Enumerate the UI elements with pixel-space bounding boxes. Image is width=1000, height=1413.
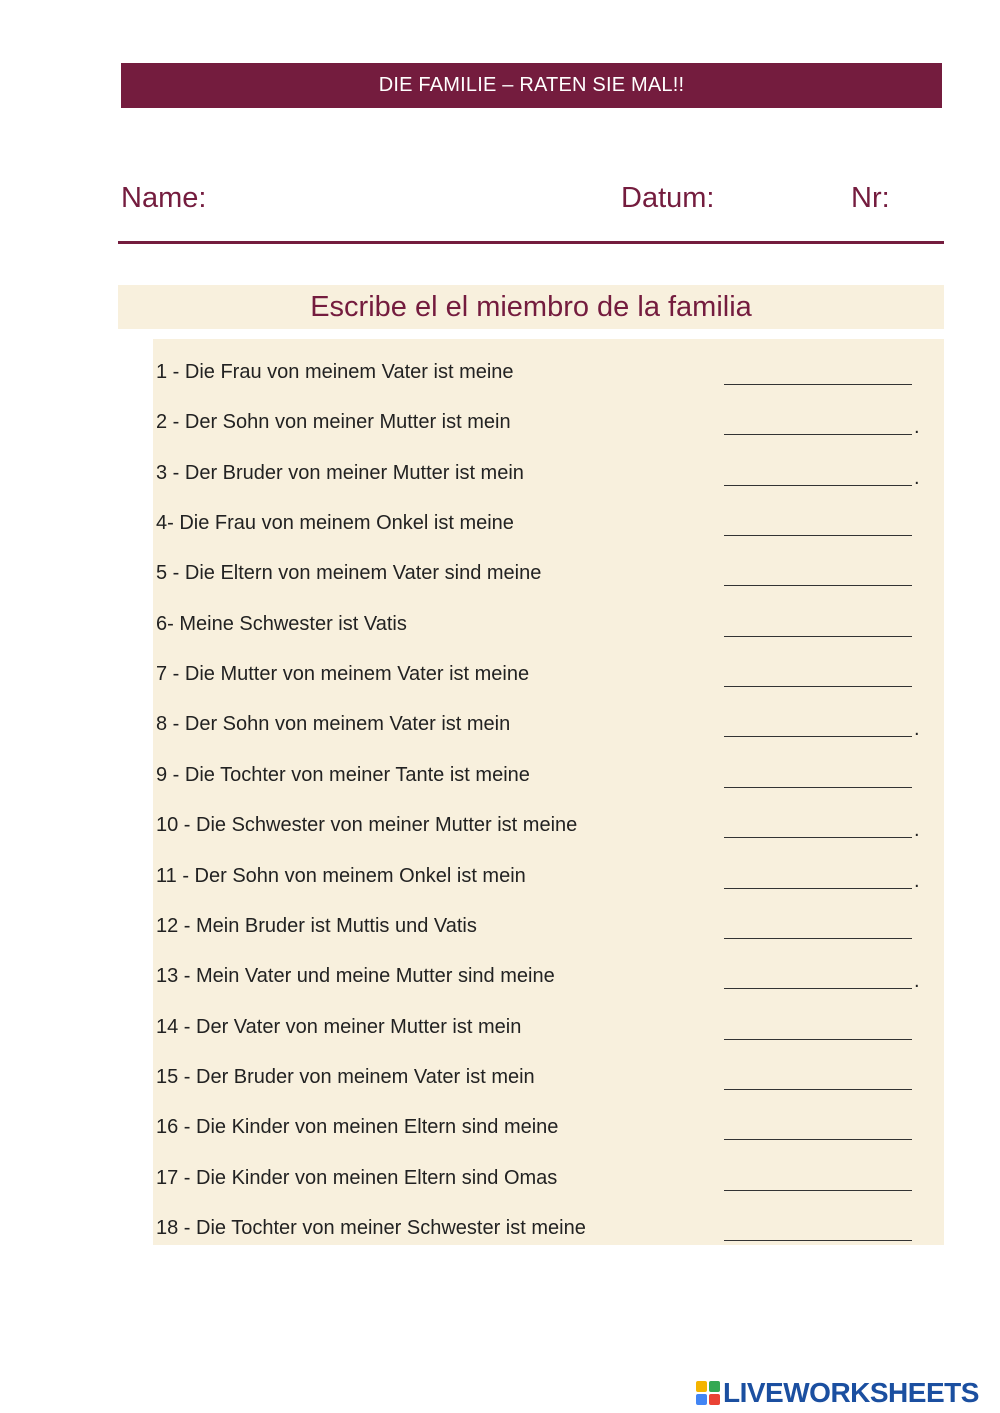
question-text: 11 - Der Sohn von meinem Onkel ist mein xyxy=(156,864,526,887)
question-row xyxy=(153,605,944,645)
answer-underline xyxy=(724,1190,912,1191)
question-row xyxy=(153,705,944,745)
instruction-text: Escribe el el miembro de la familia xyxy=(310,290,752,323)
question-row xyxy=(153,756,944,796)
question-text: 2 - Der Sohn von meiner Mutter ist mein xyxy=(156,411,511,434)
question-text: 8 - Der Sohn von meinem Vater ist mein xyxy=(156,713,511,736)
answer-underline xyxy=(724,1139,912,1140)
answer-period: . xyxy=(914,970,920,993)
answer-underline xyxy=(724,384,912,385)
answer-period: . xyxy=(914,819,920,842)
question-row xyxy=(153,403,944,443)
question-list xyxy=(153,339,944,1245)
answer-blank[interactable] xyxy=(724,613,919,641)
answer-underline xyxy=(724,686,912,687)
answer-blank[interactable] xyxy=(724,1116,919,1144)
answer-blank[interactable] xyxy=(724,1167,919,1195)
logo-text: LIVEWORKSHEETS xyxy=(723,1377,979,1408)
answer-blank[interactable] xyxy=(724,361,919,389)
answer-blank[interactable] xyxy=(724,764,919,792)
question-row xyxy=(153,554,944,594)
answer-underline xyxy=(724,1240,912,1241)
question-row xyxy=(153,1159,944,1199)
answer-underline xyxy=(724,535,912,536)
question-text: 10 - Die Schwester von meiner Mutter ist meine xyxy=(156,814,578,837)
logo-square xyxy=(696,1394,707,1405)
answer-underline xyxy=(724,636,912,637)
question-text: 16 - Die Kinder von meinen Eltern sind meine xyxy=(156,1116,559,1139)
question-text: 7 - Die Mutter von meinem Vater ist meine xyxy=(156,663,530,686)
answer-period: . xyxy=(914,416,920,439)
answer-underline xyxy=(724,837,912,838)
answer-underline xyxy=(724,938,912,939)
answer-underline xyxy=(724,1039,912,1040)
answer-blank[interactable] xyxy=(724,462,919,490)
logo-square xyxy=(696,1381,707,1392)
question-row xyxy=(153,454,944,494)
question-row xyxy=(153,1209,944,1249)
liveworksheets-logo-icon xyxy=(696,1381,720,1405)
answer-blank[interactable] xyxy=(724,411,919,439)
name-label: Name: xyxy=(121,182,207,214)
answer-blank[interactable] xyxy=(724,512,919,540)
question-row xyxy=(153,1008,944,1048)
question-text: 15 - Der Bruder von meinem Vater ist mein xyxy=(156,1065,535,1088)
logo-square xyxy=(709,1394,720,1405)
answer-blank[interactable] xyxy=(724,1066,919,1094)
answer-underline xyxy=(724,787,912,788)
question-row xyxy=(153,655,944,695)
answer-blank[interactable] xyxy=(724,562,919,590)
question-row xyxy=(153,957,944,997)
answer-blank[interactable] xyxy=(724,915,919,943)
question-text: 12 - Mein Bruder ist Muttis und Vatis xyxy=(156,914,477,937)
answer-blank[interactable] xyxy=(724,965,919,993)
answer-period: . xyxy=(914,869,920,892)
answer-underline xyxy=(724,1089,912,1090)
answer-underline xyxy=(724,485,912,486)
instruction-heading xyxy=(118,285,944,329)
answer-underline xyxy=(724,434,912,435)
liveworksheets-logo xyxy=(696,1376,996,1410)
datum-label: Datum: xyxy=(621,182,715,214)
question-row xyxy=(153,857,944,897)
answer-blank[interactable] xyxy=(724,713,919,741)
answer-blank[interactable] xyxy=(724,1016,919,1044)
question-row xyxy=(153,907,944,947)
answer-underline xyxy=(724,736,912,737)
question-text: 18 - Die Tochter von meiner Schwester ist meine xyxy=(156,1216,586,1239)
question-row xyxy=(153,806,944,846)
answer-underline xyxy=(724,888,912,889)
question-text: 13 - Mein Vater und meine Mutter sind meine xyxy=(156,965,555,988)
answer-blank[interactable] xyxy=(724,663,919,691)
logo-square xyxy=(709,1381,720,1392)
question-text: 14 - Der Vater von meiner Mutter ist mein xyxy=(156,1015,522,1038)
question-text: 1 - Die Frau von meinem Vater ist meine xyxy=(156,361,514,383)
question-row xyxy=(153,353,944,393)
answer-blank[interactable] xyxy=(724,814,919,842)
question-text: 3 - Der Bruder von meiner Mutter ist mein xyxy=(156,461,524,484)
question-row xyxy=(153,504,944,544)
question-text: 9 - Die Tochter von meiner Tante ist meine xyxy=(156,763,530,786)
nr-label: Nr: xyxy=(851,182,890,214)
question-row xyxy=(153,1058,944,1098)
header-divider xyxy=(118,241,944,244)
answer-blank[interactable] xyxy=(724,1217,919,1245)
worksheet-title: DIE FAMILIE – RATEN SIE MAL!! xyxy=(378,74,685,96)
answer-underline xyxy=(724,585,912,586)
answer-period: . xyxy=(914,466,920,489)
question-text: 6- Meine Schwester ist Vatis xyxy=(156,612,407,635)
question-text: 5 - Die Eltern von meinem Vater sind meine xyxy=(156,562,542,585)
question-row xyxy=(153,1108,944,1148)
worksheet-title-banner xyxy=(121,63,942,108)
question-text: 17 - Die Kinder von meinen Eltern sind Omas xyxy=(156,1166,558,1189)
answer-underline xyxy=(724,988,912,989)
question-text: 4- Die Frau von meinem Onkel ist meine xyxy=(156,512,514,535)
answer-blank[interactable] xyxy=(724,865,919,893)
student-info-row xyxy=(121,176,942,224)
answer-period: . xyxy=(914,718,920,741)
